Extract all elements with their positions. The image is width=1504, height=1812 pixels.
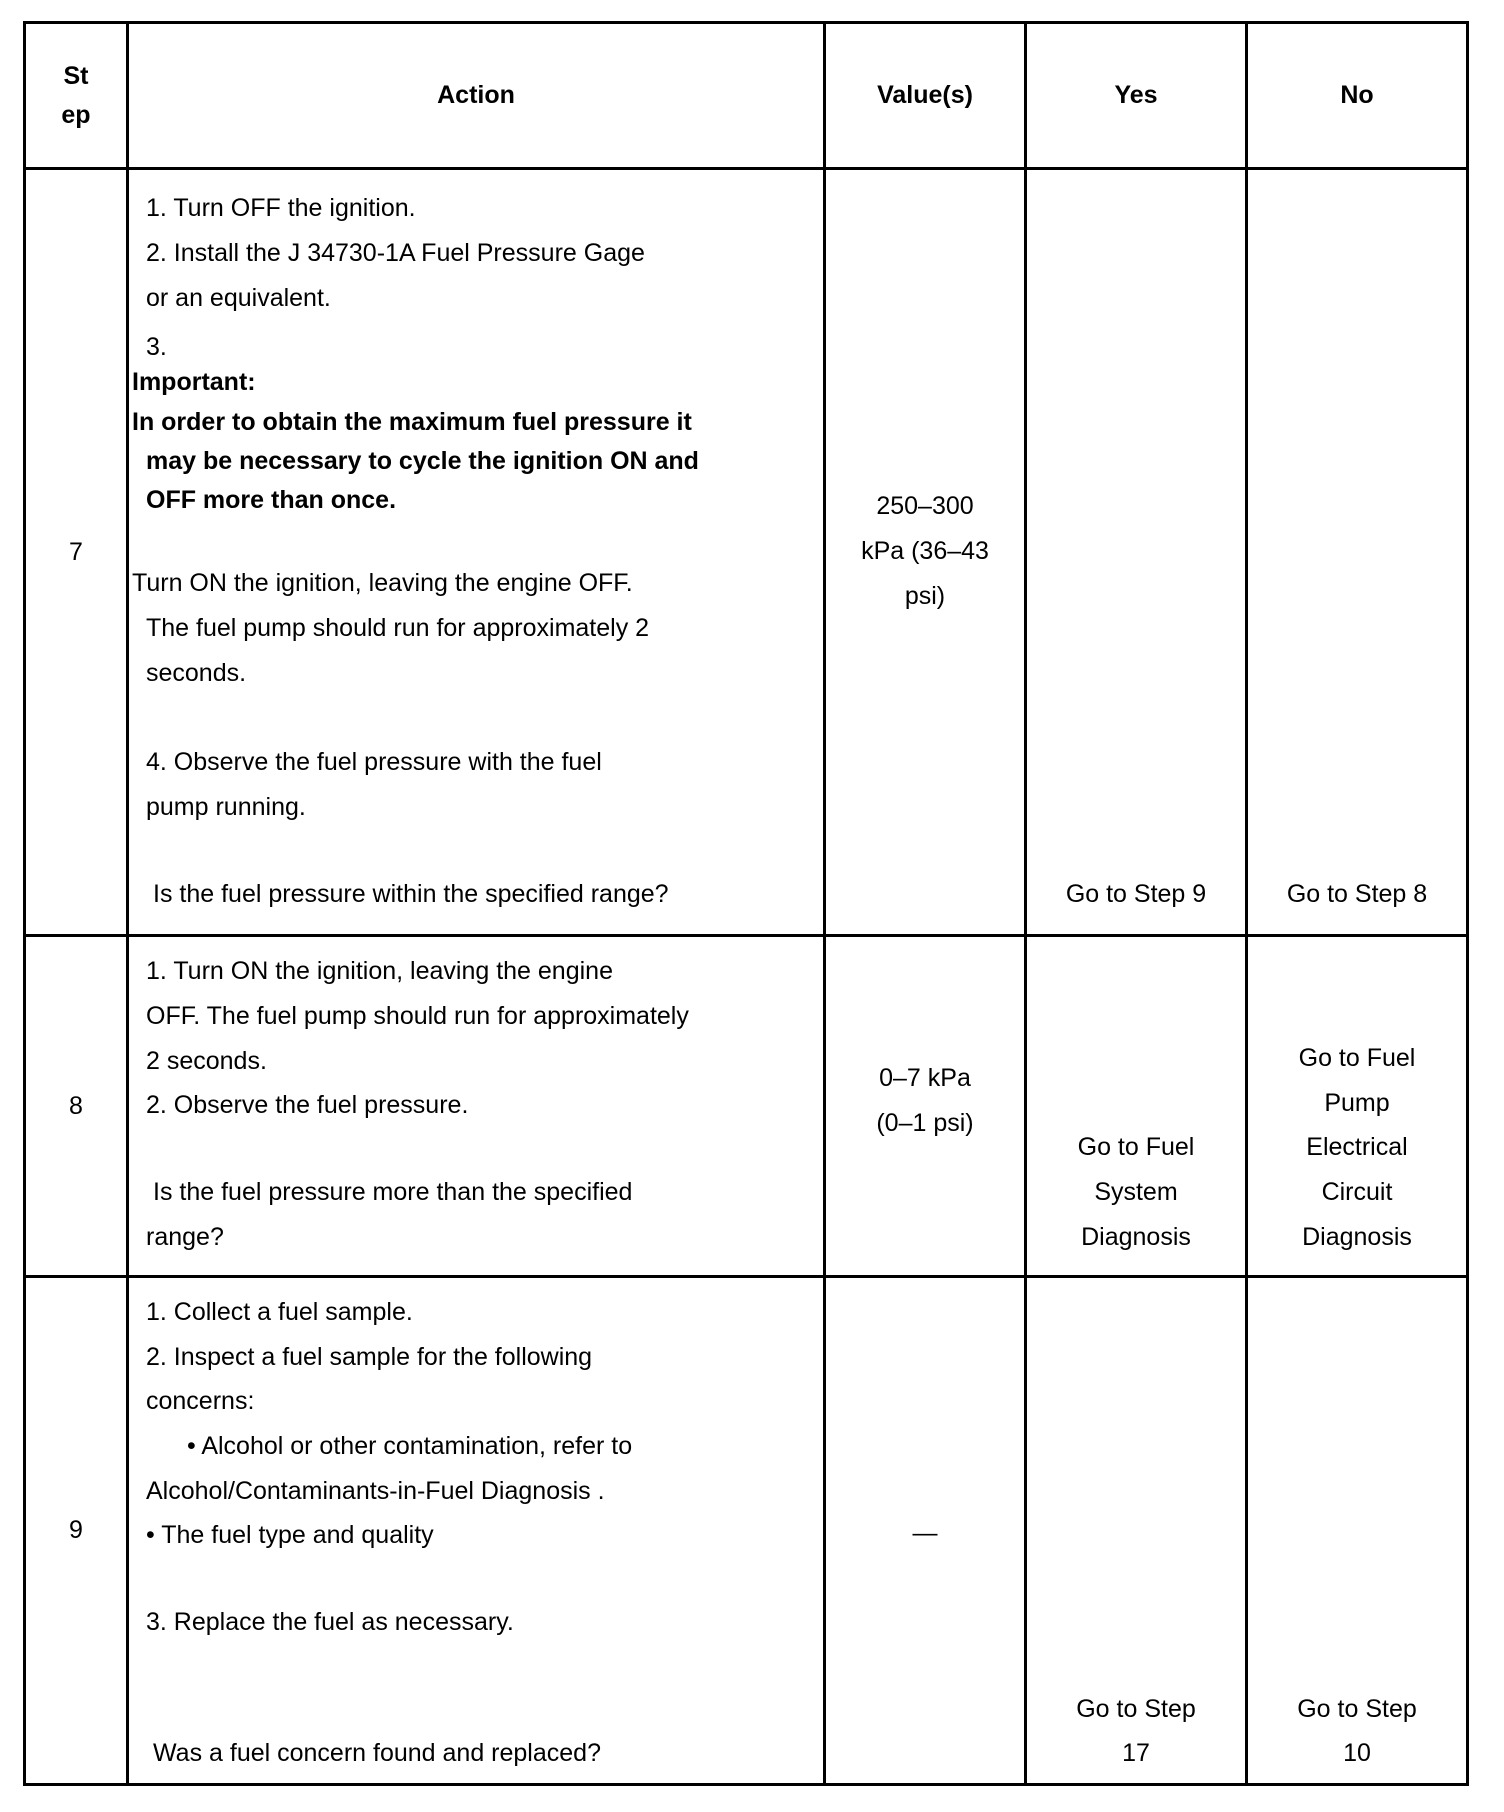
header-action-label: Action bbox=[437, 81, 515, 109]
row-7-no: Go to Step 8 bbox=[1286, 880, 1428, 908]
value-line: kPa (36–43 bbox=[861, 537, 989, 565]
no-line: Pump bbox=[1324, 1089, 1390, 1117]
action-line: Alcohol/Contaminants-in-Fuel Diagnosis . bbox=[146, 1477, 605, 1505]
value-line: 250–300 bbox=[876, 492, 974, 520]
action-line: • The fuel type and quality bbox=[146, 1521, 434, 1549]
value-line: (0–1 psi) bbox=[876, 1109, 974, 1137]
value-line: 0–7 kPa bbox=[879, 1064, 971, 1092]
action-line: pump running. bbox=[146, 793, 306, 821]
row-divider bbox=[26, 1275, 1466, 1278]
action-line: 3. Replace the fuel as necessary. bbox=[146, 1608, 514, 1636]
action-line: concerns: bbox=[146, 1387, 255, 1415]
row-9-value: — bbox=[912, 1519, 938, 1547]
action-line: seconds. bbox=[146, 659, 247, 687]
action-question: Is the fuel pressure within the specified range? bbox=[153, 880, 669, 908]
important-note: OFF more than once. bbox=[146, 486, 397, 514]
yes-line: System bbox=[1094, 1178, 1178, 1206]
row-8-step bbox=[26, 937, 126, 1275]
no-line: Electrical bbox=[1306, 1133, 1408, 1161]
action-line: 3. bbox=[146, 333, 167, 361]
step-number: 7 bbox=[69, 537, 83, 566]
action-line: 4. Observe the fuel pressure with the fuel bbox=[146, 748, 602, 776]
yes-line: Diagnosis bbox=[1081, 1223, 1191, 1251]
header-values bbox=[826, 24, 1024, 167]
row-7-step bbox=[26, 170, 126, 934]
action-line: or an equivalent. bbox=[146, 284, 331, 312]
header-no bbox=[1248, 24, 1466, 167]
action-question: range? bbox=[146, 1223, 224, 1251]
action-line: 1. Turn ON the ignition, leaving the engine bbox=[146, 957, 613, 985]
action-line: 2. Inspect a fuel sample for the following bbox=[146, 1343, 593, 1371]
step-number: 8 bbox=[69, 1091, 83, 1120]
action-line: 2. Install the J 34730-1A Fuel Pressure Gage bbox=[146, 239, 645, 267]
action-line: OFF. The fuel pump should run for approximately bbox=[146, 1002, 689, 1030]
action-line: • Alcohol or other contamination, refer to bbox=[187, 1432, 633, 1460]
header-values-label: Value(s) bbox=[877, 81, 973, 109]
action-line: The fuel pump should run for approximately 2 bbox=[146, 614, 650, 642]
action-line: Turn ON the ignition, leaving the engine OFF. bbox=[132, 569, 633, 597]
action-line: 2. Observe the fuel pressure. bbox=[146, 1091, 469, 1119]
row-divider bbox=[26, 167, 1466, 170]
no-line: Go to Step bbox=[1297, 1695, 1417, 1723]
row-divider bbox=[26, 934, 1466, 937]
no-line: 10 bbox=[1343, 1739, 1371, 1767]
column-divider bbox=[126, 24, 129, 1783]
action-line: 2 seconds. bbox=[146, 1047, 267, 1075]
row-7-yes: Go to Step 9 bbox=[1065, 880, 1207, 908]
step-number: 9 bbox=[69, 1516, 83, 1544]
important-note: In order to obtain the maximum fuel pressure it bbox=[132, 408, 692, 436]
row-9-step bbox=[26, 1278, 126, 1783]
action-line: 1. Collect a fuel sample. bbox=[146, 1298, 413, 1326]
header-no-label: No bbox=[1340, 81, 1374, 109]
no-line: Diagnosis bbox=[1302, 1223, 1412, 1251]
header-yes bbox=[1027, 24, 1245, 167]
action-question: Was a fuel concern found and replaced? bbox=[153, 1739, 601, 1767]
header-action bbox=[129, 24, 823, 167]
action-question: Is the fuel pressure more than the specified bbox=[153, 1178, 633, 1206]
value-line: psi) bbox=[904, 582, 946, 610]
no-line: Circuit bbox=[1321, 1178, 1393, 1206]
action-line: 1. Turn OFF the ignition. bbox=[146, 194, 416, 222]
yes-line: Go to Step bbox=[1076, 1695, 1196, 1723]
yes-line: 17 bbox=[1122, 1739, 1150, 1767]
important-label: Important: bbox=[132, 368, 256, 396]
diagnostic-table bbox=[23, 21, 1469, 1786]
yes-line: Go to Fuel bbox=[1077, 1133, 1195, 1161]
important-note: may be necessary to cycle the ignition ON and bbox=[146, 447, 699, 475]
header-step bbox=[26, 24, 126, 167]
header-step-label: St ep bbox=[61, 61, 91, 129]
header-yes-label: Yes bbox=[1114, 81, 1158, 109]
no-line: Go to Fuel bbox=[1298, 1044, 1416, 1072]
